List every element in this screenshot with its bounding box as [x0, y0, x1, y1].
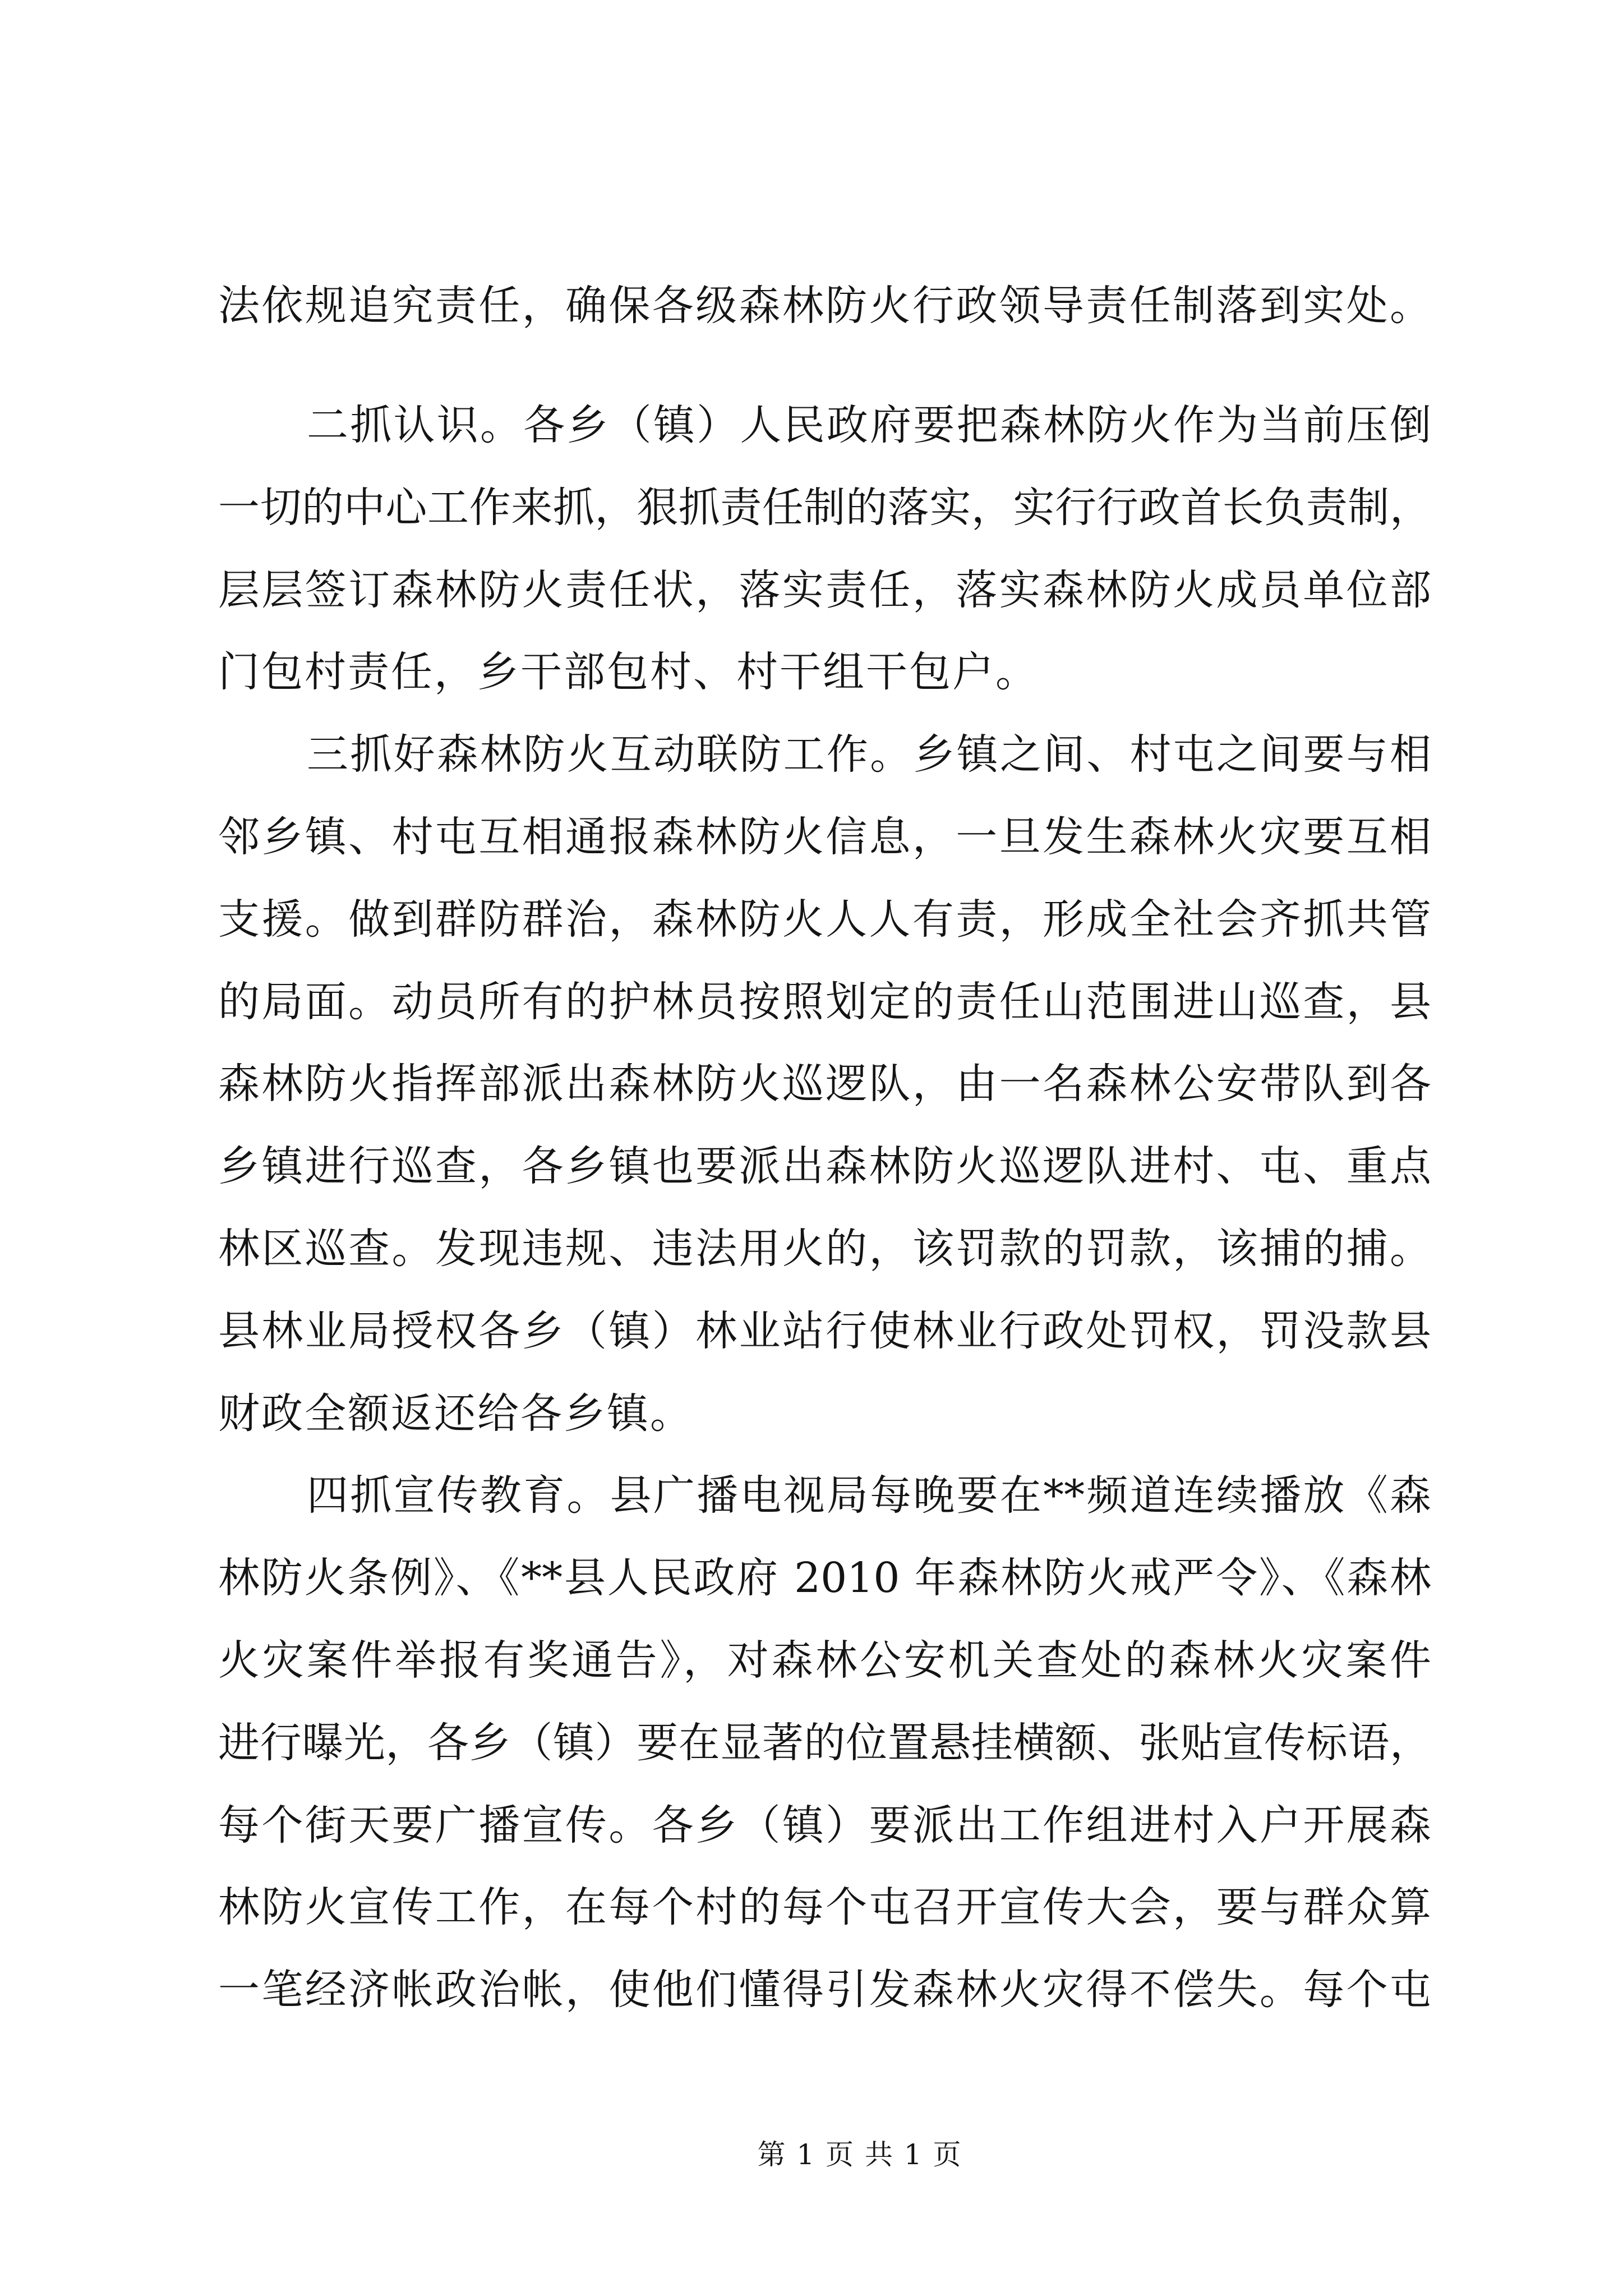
paragraph-line: 支援。做到群防群治，森林防火人人有责，形成全社会齐抓共管: [218, 895, 1431, 944]
paragraph-line: 二抓认识。各乡（镇）人民政府要把森林防火作为当前压倒: [307, 401, 1431, 449]
paragraph-line: 的局面。动员所有的护林员按照划定的责任山范围进山巡查，县: [218, 977, 1431, 1026]
paragraph-line: 森林防火指挥部派出森林防火巡逻队，由一名森林公安带队到各: [218, 1060, 1431, 1108]
paragraph-line: 火灾案件举报有奖通告》，对森林公安机关查处的森林火灾案件: [218, 1636, 1431, 1685]
paragraph-line: 县林业局授权各乡（镇）林业站行使林业行政处罚权，罚没款县: [218, 1306, 1431, 1355]
document-body: [218, 384, 1431, 2031]
paragraph-line: 财政全额返还给各乡镇。: [218, 1389, 693, 1438]
paragraph: [218, 265, 1431, 347]
paragraph-line: 三抓好森林防火互动联防工作。乡镇之间、村屯之间要与相: [307, 730, 1431, 779]
paragraph-line: 进行曝光，各乡（镇）要在显著的位置悬挂横额、张贴宣传标语，: [218, 1718, 1431, 1767]
paragraph-line: 林区巡查。发现违规、违法用火的，该罚款的罚款，该捕的捕。: [218, 1224, 1431, 1273]
paragraph-line: 四抓宣传教育。县广播电视局每晚要在**频道连续播放《森: [307, 1471, 1431, 1520]
paragraph: [218, 1455, 1431, 2031]
paragraph-line: 层层签订森林防火责任状，落实责任，落实森林防火成员单位部: [218, 565, 1431, 614]
paragraph-line: 门包村责任，乡干部包村、村干组干包户。: [218, 648, 1039, 697]
paragraph-line: 一切的中心工作来抓，狠抓责任制的落实，实行行政首长负责制，: [218, 483, 1431, 532]
paragraph-line: 乡镇进行巡查，各乡镇也要派出森林防火巡逻队进村、屯、重点: [218, 1142, 1431, 1191]
paragraph-line: 林防火条例》、《**县人民政府 2010 年森林防火戒严令》、《森林: [218, 1554, 1431, 1603]
page-footer: 第 1 页 共 1 页: [757, 2138, 962, 2171]
paragraph-line: 林防火宣传工作，在每个村的每个屯召开宣传大会，要与群众算: [218, 1883, 1431, 1932]
paragraph: [218, 714, 1431, 1455]
paragraph-line: 法依规追究责任，确保各级森林防火行政领导责任制落到实处。: [218, 282, 1431, 330]
paragraph-line: 一笔经济帐政治帐，使他们懂得引发森林火灾得不偿失。每个屯: [218, 1966, 1431, 2014]
paragraph-line: 邻乡镇、村屯互相通报森林防火信息，一旦发生森林火灾要互相: [218, 812, 1431, 861]
paragraph: [218, 384, 1431, 714]
paragraph-line: 每个街天要广播宣传。各乡（镇）要派出工作组进村入户开展森: [218, 1801, 1431, 1849]
